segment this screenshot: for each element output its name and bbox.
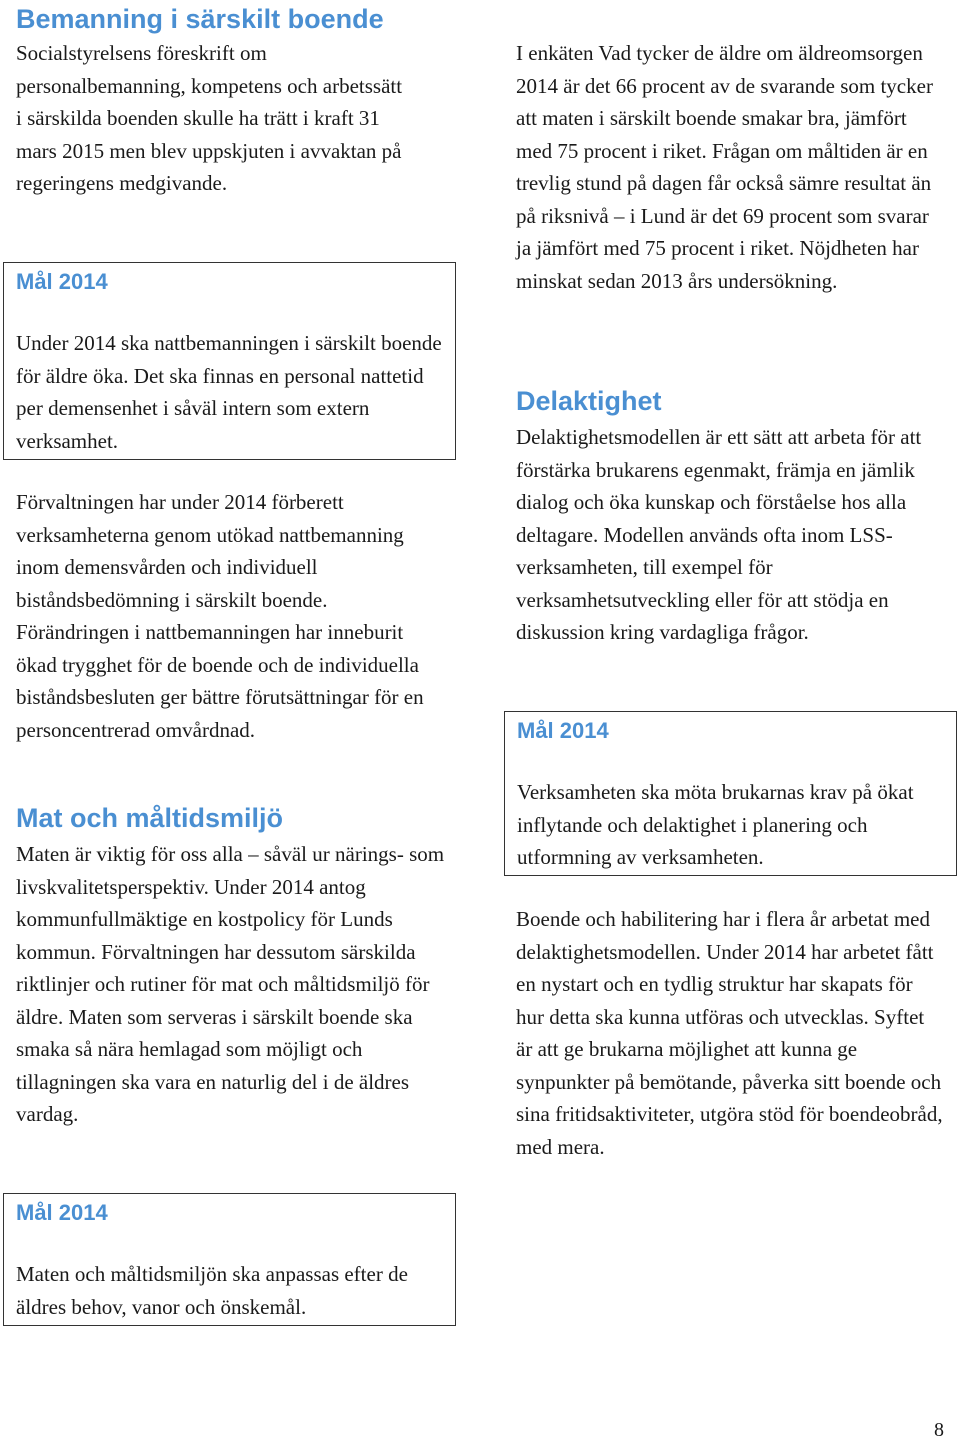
goal-box-meals xyxy=(3,1193,456,1326)
paragraph-delaktighetsmodellen: Delaktighetsmodellen är ett sätt att arbeta för att förstärka brukarens egenmakt, främja en jämlik dialog och öka kunskap och förståelse hos alla deltagare. Modellen används ofta inom LSS- verksamheten, till exempel för verksamhetsutveckling eller för att stödja en diskussion kring vardagliga frågor. xyxy=(516,425,922,644)
paragraph-enkaten: I enkäten Vad tycker de äldre om äldreomsorgen 2014 är det 66 procent av de svarande som tycker att maten i särskilt boende smakar bra, jämfört med 75 procent i riket. Frågan om måltiden är en trevlig stund på dagen får också sämre resultat än på riksnivå – i Lund är det 69 procent som svarar ja jämfört med 75 procent i riket. Nöjdheten har minskat sedan 2013 års undersökning. xyxy=(516,41,933,293)
goal-box-participation xyxy=(504,711,957,876)
goal-title: Mål 2014 xyxy=(16,269,108,294)
goal-text: Under 2014 ska nattbemanningen i särskilt boende för äldre öka. Det ska finnas en personal nattetid per demensenhet i såväl intern som extern verksamhet. xyxy=(16,331,442,453)
paragraph-forvaltningen: Förvaltningen har under 2014 förberett verksamheterna genom utökad nattbemanning inom demensvården och individuell biståndsbedömning i särskilt boende. Förändringen i nattbemanningen har inneburit ökad trygghet för de boende och de individuella biståndsbesluten ger bättre förutsättningar för en personcentrerad omvårdnad. xyxy=(16,490,424,742)
goal-text: Maten och måltidsmiljön ska anpassas efter de äldres behov, vanor och önskemål. xyxy=(16,1262,408,1319)
paragraph-boende-habilitering: Boende och habilitering har i flera år arbetat med delaktighetsmodellen. Under 2014 har arbetet fått en nystart och en tydlig struktur har skapats för hur detta ska kunna utföras och utvecklas. Syftet är att ge brukarna möjlighet att kunna ge synpunkter på bemötande, påverka sitt boende och sina fritidsaktiviteter, utgöra stöd för boendeobråd, med mera. xyxy=(516,907,943,1159)
heading-bemanning: Bemanning i särskilt boende xyxy=(16,4,384,34)
heading-mat-och-maltidsmiljo: Mat och måltidsmiljö xyxy=(16,803,284,833)
goal-text: Verksamheten ska möta brukarnas krav på ökat inflytande och delaktighet i planering och utformning av verksamheten. xyxy=(517,780,914,869)
goal-title: Mål 2014 xyxy=(517,718,609,743)
paragraph-maten: Maten är viktig för oss alla – såväl ur närings- som livskvalitetsperspektiv. Under 2014 antog kommunfullmäktige en kostpolicy för Lunds kommun. Förvaltningen har dessutom särskilda riktlinjer och rutiner för mat och måltidsmiljö för äldre. Maten som serveras i särskilt boende ska smaka så nära hemlagad som möjligt och tillagningen ska vara en naturlig del i de äldres vardag. xyxy=(16,842,445,1126)
paragraph-socialstyrelsen: Socialstyrelsens föreskrift om personalbemanning, kompetens och arbetssätt i särskilda boenden skulle ha trätt i kraft 31 mars 2015 men blev uppskjuten i avvaktan på regeringens medgivande. xyxy=(16,41,403,195)
goal-title: Mål 2014 xyxy=(16,1200,108,1225)
heading-delaktighet: Delaktighet xyxy=(516,386,662,416)
page-number: 8 xyxy=(934,1419,944,1441)
goal-box-night-staffing xyxy=(3,262,456,460)
